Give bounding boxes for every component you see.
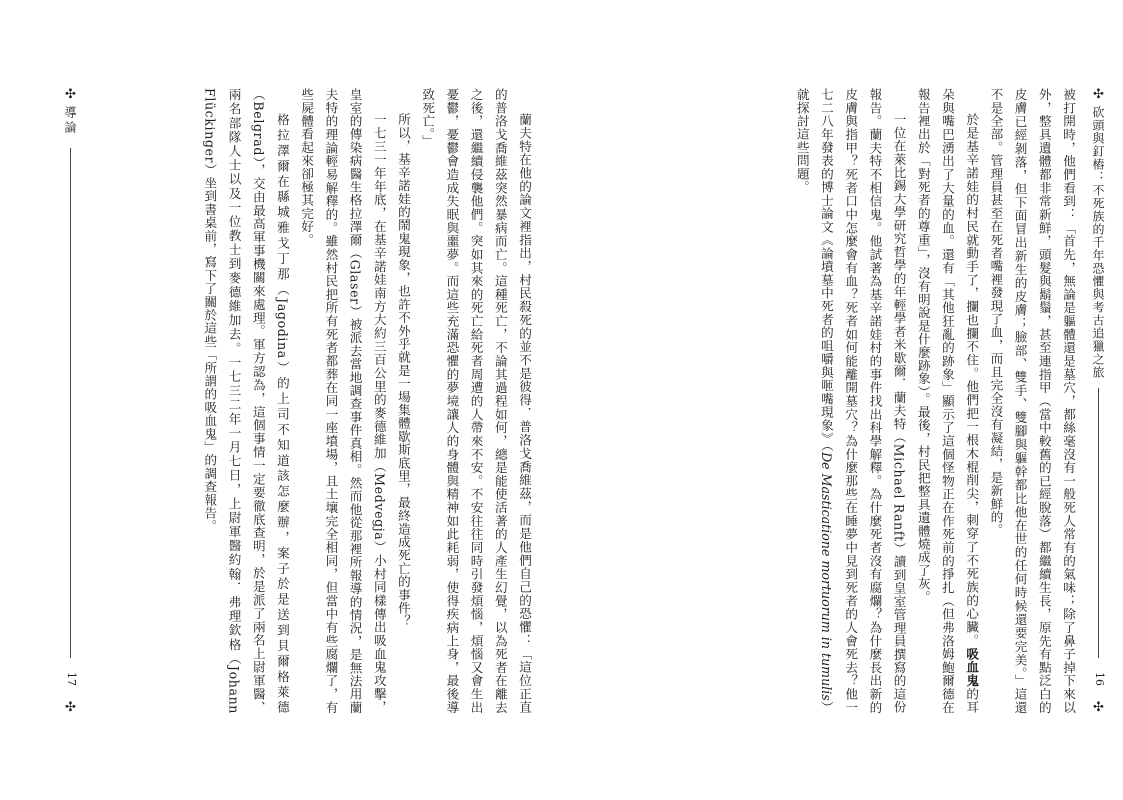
left-page-header — [62, 88, 80, 714]
paragraph — [790, 88, 911, 714]
page-number: 16 — [1093, 672, 1106, 686]
paragraph: 被打開時，他們看到：「首先，無論是軀體還是墓穴，都絲毫沒有一般死人常有的氣味；除了鼻子掉下來以外，整具遺體都非常新鮮，頭髮與鬍鬚，甚至連指甲（當中較舊的已經脫落）都繼續生長，原先有點泛白的皮膚已經剝落，但下面冒出新生的皮膚；臉部、雙手、雙腳與軀幹都比他在世的任何時候還要完美。」這還不是全部。管理員甚至在死者嘴裡發現了血，而且完全沒有凝結，是新鮮的。 — [988, 88, 1076, 714]
paragraph: 蘭夫特在他的論文裡指出，村民殺死的並不是彼得．普洛戈喬維茲，而是他們自己的恐懼：「這位正直的普洛戈喬維茲突然暴病而亡。這種死亡，不論其過程如何，總是能使活著的人產生幻覺，以為死者在離去之後，還繼續侵襲他們。突如其來的死亡給死者周遭的人帶來不安。不安往往同時引發煩惱，煩惱又會生出憂鬱，憂鬱會造成失眠與噩夢。而這些充滿恐懼的夢境讓人的身體與精神如此耗弱，使得疾病上身，最後導致死亡。」 — [420, 88, 532, 714]
fleuron-ornament-icon: ✣ — [65, 700, 76, 715]
paragraph: 一七三一年年底，在基辛諾娃南方大約三百公里的麥德維加（Medvegja）小村同樣傳出吸血鬼攻擊，皇室的傳染病醫生格拉澤爾（Glaser）被派去當地調查事件真相。然而他從那裡所報導的情況，是無法用蘭夫特的理論輕易解釋的。雖然村民把所有死者都葬在同一座墳場，且土壤完全相同，但當中有些腐爛了，有些屍體看起來卻極其完好。 — [299, 88, 387, 714]
paragraph-text: 的耳朵與嘴巴湧出了大量的血。還有「其他狂亂的跡象」顯示了這個怪物正在作死前的掙扎（但弗洛姆鮑爾德在報告裡出於「對死者的尊重」，沒有明說是什麼跡象）。最後，村民把整具遺體燒成了灰。 — [915, 88, 980, 714]
page-number: 17 — [65, 672, 78, 686]
left-page-body — [92, 88, 536, 714]
right-page — [562, 0, 1123, 800]
header-rule — [70, 148, 71, 658]
right-page-body — [586, 88, 1080, 714]
right-page-header — [1090, 88, 1108, 714]
header-rule — [1098, 388, 1099, 658]
paragraph: 格拉澤爾在縣城雅戈丁那（Jagodina）的上司不知道該怎麼辦，案子於是送到貝爾格萊德（Belgrad），交由最高軍事機關來處理。軍方認為，這個事情一定要徹底查明，於是派了兩名上尉軍醫、兩名部隊人士以及一位教士到麥德維加去。一七三二年一月七日，上尉軍醫約翰．弗理欽格（Johann Flückinger）坐到書桌前，寫下了關於這些「所謂的吸血鬼」的調查報告。 — [202, 88, 290, 714]
fleuron-ornament-icon: ✣ — [1093, 700, 1104, 715]
latin-title: De Masticatione mortuorum in tumulis — [818, 452, 834, 701]
paragraph-text: 一位在萊比錫大學研究哲學的年輕學者米歇爾．蘭夫特（Michael Ranft）讀到皇室管理員撰寫的這份報告。蘭夫特不相信鬼。他試著為基辛諾娃村的事件找出科學解釋。為什麼死者沒有腐爛？為什麼長出新的皮膚與指甲？死者口中怎麼會有血？死者如何能離開墓穴？為什麼那些在睡夢中見到死者的人會死去？他一七二八年發表的博士論文《論墳墓中死者的咀嚼與咂嘴現象》（ — [818, 88, 907, 714]
paragraph: 所以，基辛諾娃的鬧鬼現象，也許不外乎就是一場集體歇斯底里，最終造成死亡的事件？ — [395, 113, 411, 628]
paragraph-text: ）就探討這些問題。 — [794, 88, 834, 714]
running-title: 導論 — [63, 106, 77, 136]
fleuron-ornament-icon: ✣ — [65, 87, 76, 102]
paragraph — [911, 88, 984, 714]
fleuron-ornament-icon: ✣ — [1093, 87, 1104, 102]
paragraph-text: 於是基辛諾娃的村民就動手了，攔也攔不住。他們把一根木棍削尖，刺穿了不死族的心臟。 — [964, 113, 980, 648]
running-title: 砍頭與釘樁：不死族的千年恐懼與考古追獵之旅 — [1091, 106, 1105, 379]
bold-term: 吸血鬼 — [964, 647, 980, 688]
